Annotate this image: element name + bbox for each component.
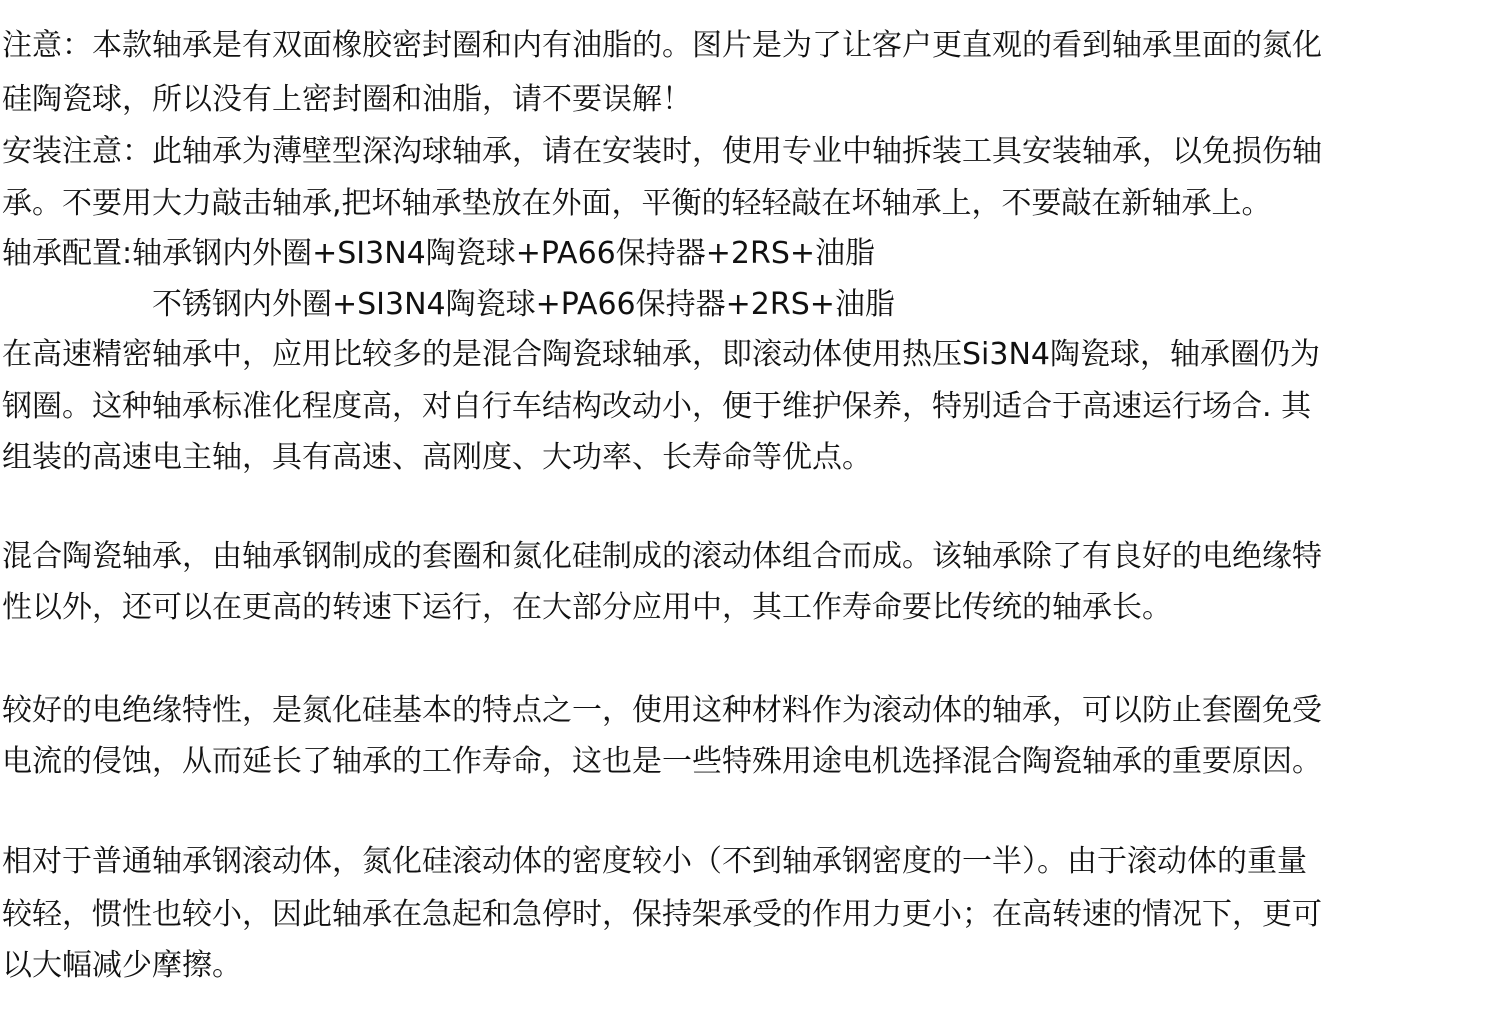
text-line-9: 组装的高速电主轴，具有高速、高刚度、大功率、长寿命等优点。 [2, 440, 872, 475]
text-line-2: 硅陶瓷球，所以没有上密封圈和油脂，请不要误解！ [2, 82, 692, 117]
text-line-5: 轴承配置:轴承钢内外圈+SI3N4陶瓷球+PA66保持器+2RS+油脂 [2, 236, 876, 271]
text-line-11: 性以外，还可以在更高的转速下运行，在大部分应用中，其工作寿命要比传统的轴承长。 [2, 590, 1172, 625]
text-line-7: 在高速精密轴承中，应用比较多的是混合陶瓷球轴承，即滚动体使用热压Si3N4陶瓷球，轴承圈仍为 [2, 337, 1320, 372]
text-line-8: 钢圈。这种轴承标准化程度高，对自行车结构改动小，便于维护保养，特别适合于高速运行场合. 其 [2, 389, 1312, 424]
text-line-3: 安装注意：此轴承为薄壁型深沟球轴承，请在安装时，使用专业中轴拆装工具安装轴承，以免损伤轴 [2, 134, 1322, 169]
text-line-15: 较轻，惯性也较小，因此轴承在急起和急停时，保持架承受的作用力更小；在高转速的情况下，更可 [2, 897, 1322, 932]
text-line-12: 较好的电绝缘特性，是氮化硅基本的特点之一，使用这种材料作为滚动体的轴承，可以防止套圈免受 [2, 693, 1322, 728]
text-line-4: 承。不要用大力敲击轴承,把坏轴承垫放在外面，平衡的轻轻敲在坏轴承上，不要敲在新轴承上。 [2, 186, 1272, 221]
text-line-6: 不锈钢内外圈+SI3N4陶瓷球+PA66保持器+2RS+油脂 [152, 287, 895, 322]
text-line-13: 电流的侵蚀，从而延长了轴承的工作寿命，这也是一些特殊用途电机选择混合陶瓷轴承的重要原因。 [2, 744, 1322, 779]
text-line-1: 注意：本款轴承是有双面橡胶密封圈和内有油脂的。图片是为了让客户更直观的看到轴承里面的氮化 [2, 28, 1322, 63]
text-line-16: 以大幅减少摩擦。 [2, 948, 242, 983]
text-line-14: 相对于普通轴承钢滚动体，氮化硅滚动体的密度较小（不到轴承钢密度的一半）。由于滚动体的重量 [2, 844, 1307, 879]
text-line-10: 混合陶瓷轴承，由轴承钢制成的套圈和氮化硅制成的滚动体组合而成。该轴承除了有良好的电绝缘特 [2, 539, 1322, 574]
